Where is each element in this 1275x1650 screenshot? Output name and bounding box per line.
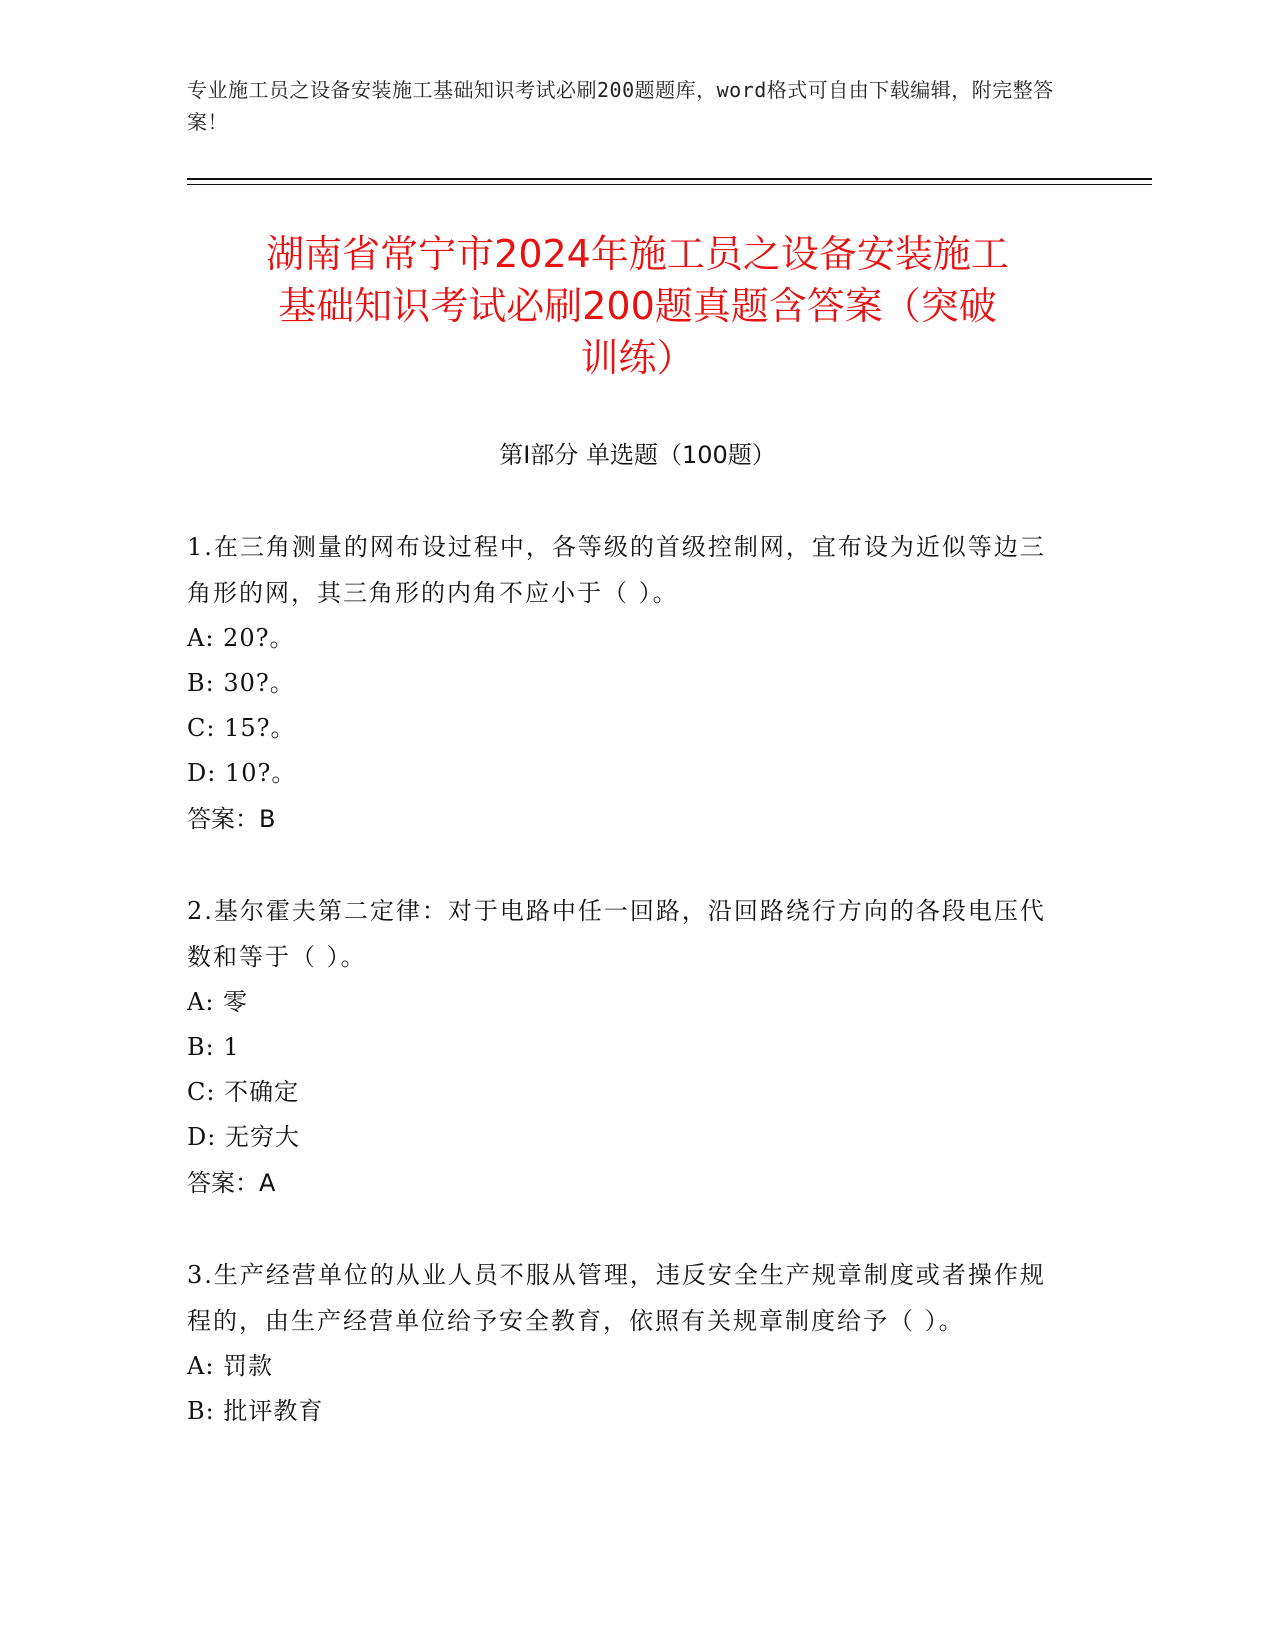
question-1 [187, 524, 1067, 842]
option-a: A: 零 [187, 988, 249, 1016]
question-2 [187, 888, 1067, 1206]
document-title-line-2: 基础知识考试必刷200题真题含答案（突破 [278, 284, 997, 328]
option-c: C: 不确定 [187, 1078, 300, 1106]
option-c: C: 15?。 [187, 714, 296, 742]
answer: 答案：B [187, 805, 276, 833]
document-title [150, 228, 1125, 384]
option-d: D: 10?。 [187, 759, 297, 787]
section-title: 第Ⅰ部分 单选题（100题） [499, 441, 776, 469]
option-b: B: 1 [187, 1033, 240, 1061]
option-b: B: 批评教育 [187, 1397, 324, 1425]
document-title-line-3: 训练） [580, 336, 695, 380]
option-a: A: 20?。 [187, 624, 295, 652]
option-a: A: 罚款 [187, 1352, 274, 1380]
header-divider-thin [187, 184, 1152, 185]
question-stem: 3.生产经营单位的从业人员不服从管理，违反安全生产规章制度或者操作规程的，由生产经营单位给予安全教育，依照有关规章制度给予（ ）。 [187, 1261, 1046, 1335]
answer: 答案：A [187, 1169, 276, 1197]
document-title-line-1: 湖南省常宁市2024年施工员之设备安装施工 [266, 232, 1009, 276]
option-b: B: 30?。 [187, 669, 295, 697]
question-stem: 2.基尔霍夫第二定律：对于电路中任一回路，沿回路绕行方向的各段电压代数和等于（ ）。 [187, 897, 1046, 971]
question-3 [187, 1252, 1067, 1434]
header-note: 专业施工员之设备安装施工基础知识考试必刷200题题库，word格式可自由下载编辑，附完整答案！ [187, 78, 1054, 134]
header-divider-thick [187, 178, 1152, 180]
option-d: D: 无穷大 [187, 1123, 300, 1151]
question-stem: 1.在三角测量的网布设过程中，各等级的首级控制网，宜布设为近似等边三角形的网，其三角形的内角不应小于（ ）。 [187, 533, 1046, 607]
